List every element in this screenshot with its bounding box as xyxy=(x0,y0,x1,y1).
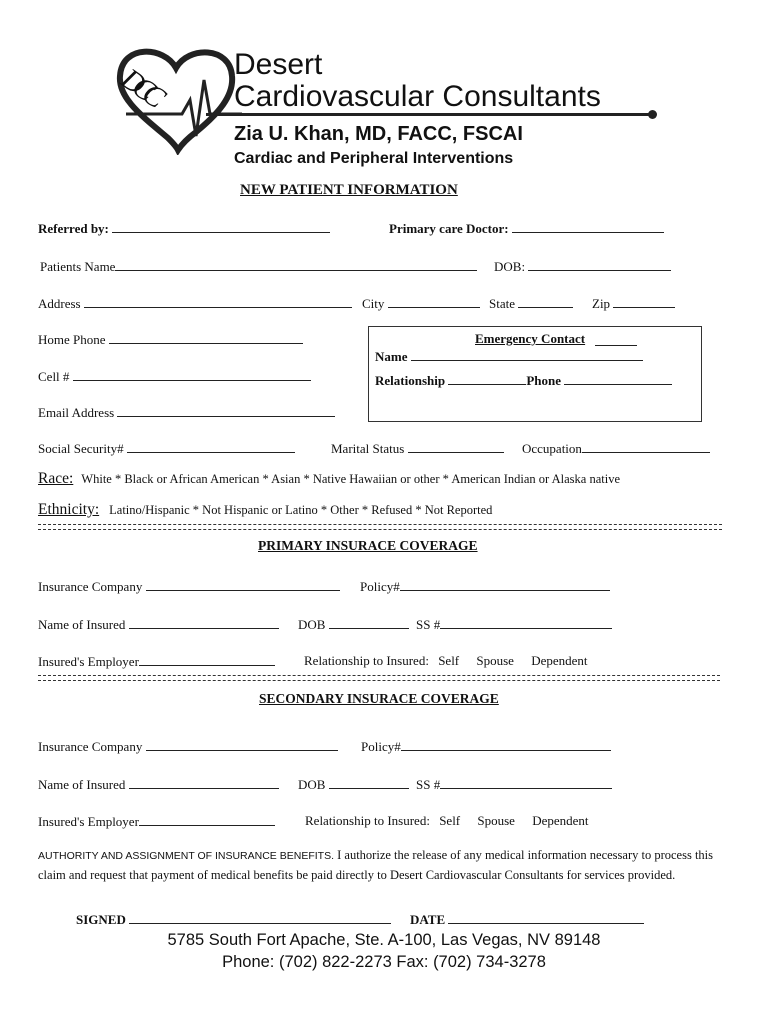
emergency-relationship-label: Relationship xyxy=(375,373,446,388)
cell-row xyxy=(38,368,311,385)
occupation-field[interactable] xyxy=(582,440,710,453)
zip-row xyxy=(592,295,675,312)
secondary-company-row xyxy=(38,738,338,755)
dob-label: DOB: xyxy=(494,259,526,274)
city-field[interactable] xyxy=(388,295,480,308)
secondary-self-option[interactable]: Self xyxy=(439,813,461,828)
emergency-title: Emergency Contact xyxy=(475,331,586,346)
secondary-dob-label: DOB xyxy=(298,777,326,792)
zip-field[interactable] xyxy=(613,295,675,308)
secondary-spouse-option[interactable]: Spouse xyxy=(477,813,515,828)
cell-field[interactable] xyxy=(73,368,311,381)
logo-line-dot xyxy=(648,110,657,119)
emergency-contact-box xyxy=(368,326,702,422)
authority-paragraph xyxy=(38,846,732,885)
referred-by-row xyxy=(38,220,330,237)
logo xyxy=(112,40,242,155)
primary-care-row xyxy=(389,220,664,237)
brand-line-1: Desert xyxy=(234,48,323,81)
primary-company-row xyxy=(38,578,340,595)
doctor-name: Zia U. Khan, MD, FACC, FSCAI xyxy=(234,123,523,145)
primary-policy-label: Policy# xyxy=(360,579,400,594)
city-row xyxy=(362,295,480,312)
primary-spouse-option[interactable]: Spouse xyxy=(476,653,514,668)
race-row xyxy=(38,470,620,488)
primary-self-option[interactable]: Self xyxy=(438,653,460,668)
emergency-name-label: Name xyxy=(375,349,408,364)
secondary-insured-name-row xyxy=(38,776,279,793)
divider xyxy=(38,675,720,681)
emergency-phone-label: Phone xyxy=(526,373,561,388)
occupation-label: Occupation xyxy=(522,441,582,456)
footer-phone: Phone: (702) 822-2273 Fax: (702) 734-3278 xyxy=(222,953,546,971)
emergency-phone-field[interactable] xyxy=(564,372,672,385)
primary-care-label: Primary care Doctor: xyxy=(389,221,509,236)
primary-policy-row xyxy=(360,578,610,595)
emergency-name-row xyxy=(375,348,643,365)
primary-company-field[interactable] xyxy=(146,578,340,591)
primary-insured-name-label: Name of Insured xyxy=(38,617,126,632)
state-field[interactable] xyxy=(518,295,573,308)
secondary-dob-field[interactable] xyxy=(329,776,409,789)
state-row xyxy=(489,295,573,312)
cell-label: Cell # xyxy=(38,369,70,384)
date-field[interactable] xyxy=(448,911,644,924)
home-phone-field[interactable] xyxy=(109,331,303,344)
primary-dob-field[interactable] xyxy=(329,616,409,629)
ssn-field[interactable] xyxy=(127,440,295,453)
primary-dependent-option[interactable]: Dependent xyxy=(531,653,588,668)
secondary-policy-label: Policy# xyxy=(361,739,401,754)
form-title: NEW PATIENT INFORMATION xyxy=(240,182,458,198)
secondary-ss-field[interactable] xyxy=(440,776,612,789)
primary-dob-row xyxy=(298,616,409,633)
primary-employer-field[interactable] xyxy=(139,653,275,666)
emergency-relationship-field[interactable] xyxy=(448,372,526,385)
race-options[interactable]: White * Black or African American * Asian * Native Hawaiian or other * American Indian or Alaska native xyxy=(81,472,621,486)
dob-row xyxy=(494,258,671,275)
secondary-insured-name-label: Name of Insured xyxy=(38,777,126,792)
divider xyxy=(38,524,722,530)
secondary-relationship-label: Relationship to Insured: xyxy=(305,813,430,828)
ethnicity-row xyxy=(38,501,492,519)
ssn-row xyxy=(38,440,295,457)
primary-insured-name-row xyxy=(38,616,279,633)
marital-row xyxy=(331,440,504,457)
email-field[interactable] xyxy=(117,404,335,417)
emergency-title-underline xyxy=(595,345,637,346)
home-phone-label: Home Phone xyxy=(38,332,106,347)
primary-employer-label: Insured's Employer xyxy=(38,654,139,669)
primary-employer-row xyxy=(38,653,275,670)
secondary-employer-label: Insured's Employer xyxy=(38,814,139,829)
date-label: DATE xyxy=(410,912,446,927)
date-row xyxy=(410,911,644,928)
marital-field[interactable] xyxy=(408,440,504,453)
patients-name-field[interactable] xyxy=(115,258,477,271)
primary-company-label: Insurance Company xyxy=(38,579,143,594)
patients-name-label: Patients Name xyxy=(40,259,116,274)
zip-label: Zip xyxy=(592,296,611,311)
primary-ss-field[interactable] xyxy=(440,616,612,629)
secondary-company-label: Insurance Company xyxy=(38,739,143,754)
referred-by-label: Referred by: xyxy=(38,221,109,236)
occupation-row xyxy=(522,440,710,457)
emergency-relationship-row xyxy=(375,372,672,389)
primary-insured-name-field[interactable] xyxy=(129,616,279,629)
footer-address: 5785 South Fort Apache, Ste. A-100, Las Vegas, NV 89148 xyxy=(167,931,601,949)
home-phone-row xyxy=(38,331,303,348)
secondary-policy-row xyxy=(361,738,611,755)
ethnicity-label: Ethnicity: xyxy=(38,501,100,518)
secondary-employer-row xyxy=(38,813,275,830)
secondary-ss-row xyxy=(416,776,612,793)
ssn-label: Social Security# xyxy=(38,441,124,456)
race-label: Race: xyxy=(38,470,74,487)
secondary-insurance-title: SECONDARY INSURACE COVERAGE xyxy=(259,691,499,706)
dob-field[interactable] xyxy=(528,258,671,271)
primary-care-field[interactable] xyxy=(512,220,664,233)
secondary-relationship-row xyxy=(305,813,589,829)
secondary-policy-field[interactable] xyxy=(401,738,611,751)
brand-line-2: Cardiovascular Consultants xyxy=(234,80,601,113)
secondary-ss-label: SS # xyxy=(416,777,441,792)
city-label: City xyxy=(362,296,385,311)
primary-ss-label: SS # xyxy=(416,617,441,632)
primary-policy-field[interactable] xyxy=(400,578,610,591)
address-label: Address xyxy=(38,296,81,311)
signed-label: SIGNED xyxy=(76,912,126,927)
email-label: Email Address xyxy=(38,405,115,420)
secondary-insured-name-field[interactable] xyxy=(129,776,279,789)
authority-heading: AUTHORITY AND ASSIGNMENT OF INSURANCE BENEFITS. xyxy=(38,850,334,862)
emergency-name-field[interactable] xyxy=(411,348,643,361)
specialty: Cardiac and Peripheral Interventions xyxy=(234,150,514,167)
address-field[interactable] xyxy=(84,295,352,308)
primary-insurance-title: PRIMARY INSURACE COVERAGE xyxy=(258,538,478,553)
secondary-employer-field[interactable] xyxy=(139,813,275,826)
primary-relationship-row xyxy=(304,653,588,669)
secondary-company-field[interactable] xyxy=(146,738,338,751)
signature-field[interactable] xyxy=(129,911,391,924)
primary-relationship-label: Relationship to Insured: xyxy=(304,653,429,668)
ethnicity-options[interactable]: Latino/Hispanic * Not Hispanic or Latino * Other * Refused * Not Reported xyxy=(109,503,493,517)
secondary-dob-row xyxy=(298,776,409,793)
state-label: State xyxy=(489,296,515,311)
logo-letters: DCC xyxy=(115,62,165,111)
authority-text: I authorize the release of any medical information necessary to process this claim and request that payment of medical benefits be paid directly to Desert Cardiovascular Consultants for services provided. xyxy=(38,848,714,882)
signed-row xyxy=(76,911,391,928)
patients-name-row xyxy=(40,258,477,275)
primary-dob-label: DOB xyxy=(298,617,326,632)
email-row xyxy=(38,404,335,421)
address-row xyxy=(38,295,352,312)
secondary-dependent-option[interactable]: Dependent xyxy=(532,813,589,828)
primary-ss-row xyxy=(416,616,612,633)
referred-by-field[interactable] xyxy=(112,220,330,233)
marital-label: Marital Status xyxy=(331,441,405,456)
